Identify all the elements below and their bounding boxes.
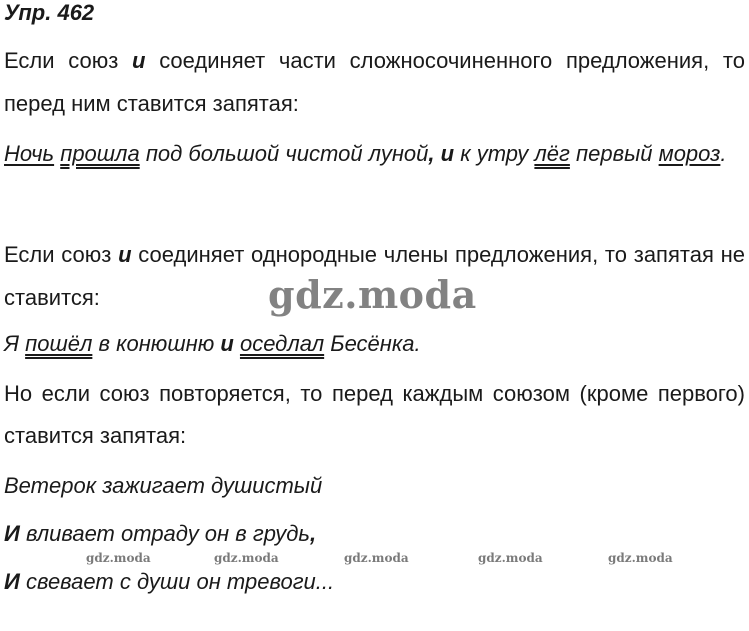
watermark-small: gdz.moda bbox=[344, 551, 409, 565]
conjunction: И bbox=[4, 521, 20, 546]
rule-paragraph-3-line-1: Но если союз повторяется, то перед каждым союзом (кроме первого) bbox=[4, 381, 745, 406]
text: Бесёнка. bbox=[324, 331, 421, 356]
conjunction: И bbox=[4, 569, 20, 594]
predicate-word: лёг bbox=[534, 141, 570, 166]
watermark-small: gdz.moda bbox=[214, 551, 279, 565]
text: соединяет части сложносочиненного предложения, то bbox=[145, 48, 745, 73]
watermark-small: gdz.moda bbox=[478, 551, 543, 565]
poem-line-3 bbox=[4, 569, 334, 595]
text: в конюшню bbox=[92, 331, 221, 356]
predicate-word: оседлал bbox=[239, 331, 325, 356]
text: Если союз bbox=[4, 48, 133, 73]
rule-paragraph-1-line-2: перед ним ставится запятая: bbox=[4, 91, 299, 116]
poem-line-1: Ветерок зажигает душистый bbox=[4, 473, 323, 498]
conjunction: и bbox=[132, 48, 146, 73]
example-sentence-1 bbox=[4, 141, 727, 167]
text: Если союз bbox=[4, 242, 119, 267]
text: под большой чистой луной bbox=[139, 141, 429, 166]
watermark-small: gdz.moda bbox=[608, 551, 673, 565]
comma-conjunction: , и bbox=[428, 141, 455, 166]
watermark-large: gdz.moda bbox=[268, 272, 477, 317]
conjunction: и bbox=[118, 242, 132, 267]
predicate-word: прошла bbox=[60, 141, 140, 166]
subject-word: Ночь bbox=[4, 141, 55, 166]
text: вливает отраду он в грудь bbox=[19, 521, 310, 546]
example-sentence-2 bbox=[4, 331, 421, 357]
text: первый bbox=[569, 141, 659, 166]
text: соединяет однородные члены предложения, то запятая не bbox=[131, 242, 745, 267]
text: Я bbox=[4, 331, 26, 356]
rule-paragraph-2-line-1 bbox=[4, 242, 745, 268]
watermark-small: gdz.moda bbox=[86, 551, 151, 565]
comma: , bbox=[309, 521, 317, 546]
exercise-title: Упр. 462 bbox=[4, 0, 95, 25]
rule-paragraph-1-line-1 bbox=[4, 48, 745, 74]
text: к утру bbox=[454, 141, 535, 166]
predicate-word: пошёл bbox=[25, 331, 93, 356]
subject-word: мороз bbox=[658, 141, 721, 166]
rule-paragraph-3-line-2: ставится запятая: bbox=[4, 423, 187, 448]
conjunction: и bbox=[220, 331, 234, 356]
rule-paragraph-2-line-2: ставится: bbox=[4, 285, 100, 310]
text: свевает с души он тревоги... bbox=[19, 569, 335, 594]
text: . bbox=[720, 141, 727, 166]
poem-line-2 bbox=[4, 521, 316, 547]
